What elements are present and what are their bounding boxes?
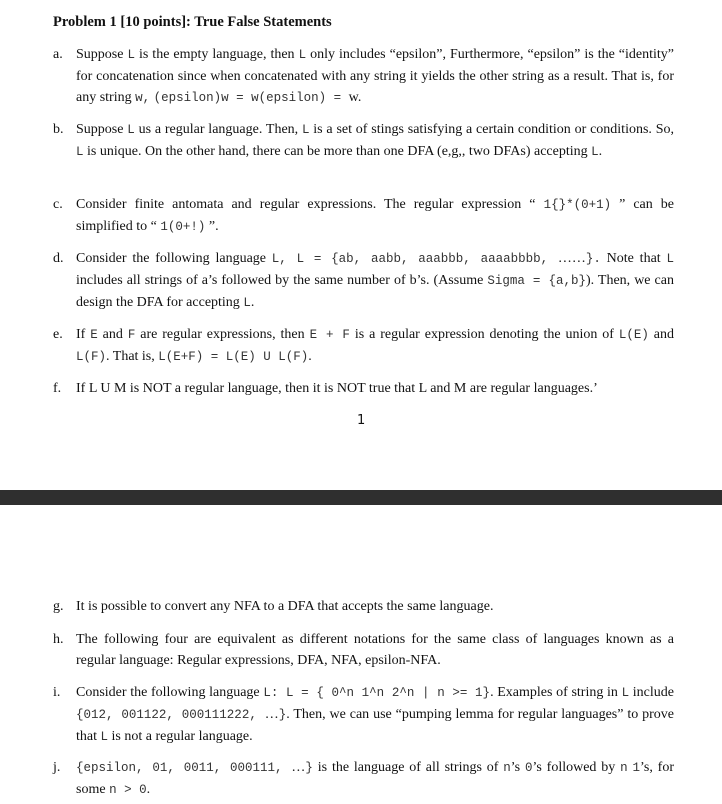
statement-text: It is possible to convert any NFA to a DFA that accepts the same language.	[76, 599, 494, 614]
statement-text: Suppose L is the empty language, then L only includes “epsilon”, Furthermore, “epsilon” is the “identity” for concatenation since when concatenated with any string it yields the other string as a result. That is, for any string w, (epsilon)w = w(epsilon) = w.	[76, 47, 674, 105]
statement-h	[53, 629, 674, 671]
item-letter: h.	[53, 632, 64, 647]
statement-text: Consider the following language L: L = { 0^n 1^n 2^n | n >= 1}. Examples of string in L include {012, 001122, 000111222, …}. Then, we can use “pumping lemma for regular languages” to prove that L is not a regular language.	[76, 685, 674, 744]
statement-f	[53, 378, 674, 399]
page-divider	[0, 490, 722, 505]
item-letter: a.	[53, 47, 63, 62]
statement-d	[53, 248, 674, 314]
statement-i	[53, 682, 674, 748]
statement-b	[53, 119, 674, 163]
item-letter: d.	[53, 251, 64, 266]
item-letter: b.	[53, 122, 64, 137]
item-letter: c.	[53, 197, 63, 212]
statement-text: {epsilon, 01, 0011, 000111, …} is the language of all strings of n’s 0’s followed by n 1’s, for some n > 0.	[76, 760, 674, 797]
statement-a	[53, 44, 674, 109]
statement-text: Consider the following language L, L = {ab, aabb, aaabbb, aaaabbbb, ……}. Note that L includes all strings of a’s followed by the same number of b’s. (Assume Sigma = {a,b}). Then, we can design the DFA for accepting L.	[76, 251, 674, 310]
item-letter: j.	[53, 760, 61, 775]
statement-e	[53, 324, 674, 368]
item-letter: g.	[53, 599, 64, 614]
statement-text: If E and F are regular expressions, then E + F is a regular expression denoting the union of L(E) and L(F). That is, L(E+F) = L(E) U L(F).	[76, 327, 675, 364]
statement-text: The following four are equivalent as different notations for the same class of languages known as a regular language: Regular expressions, DFA, NFA, epsilon-NFA.	[76, 632, 674, 668]
item-letter: i.	[53, 685, 61, 700]
document-page-2	[0, 505, 722, 804]
statement-c	[53, 194, 674, 238]
item-letter: e.	[53, 327, 63, 342]
statement-text: If L U M is NOT a regular language, then it is NOT true that L and M are regular languages.’	[76, 381, 598, 396]
statement-text: Suppose L us a regular language. Then, L is a set of stings satisfying a certain condition or conditions. So, L is unique. On the other hand, there can be more than one DFA (e,g,, two DFAs) accepting L.	[76, 122, 674, 159]
statement-j	[53, 757, 674, 801]
item-letter: f.	[53, 381, 62, 396]
statement-g	[53, 596, 674, 617]
problem-title: Problem 1 [10 points]: True False Statements	[53, 14, 332, 30]
statement-text: Consider finite antomata and regular expressions. The regular expression “ 1{}*(0+1) ” can be simplified to “ 1(0+!) ”.	[76, 197, 674, 234]
page-number: 1	[357, 413, 366, 428]
